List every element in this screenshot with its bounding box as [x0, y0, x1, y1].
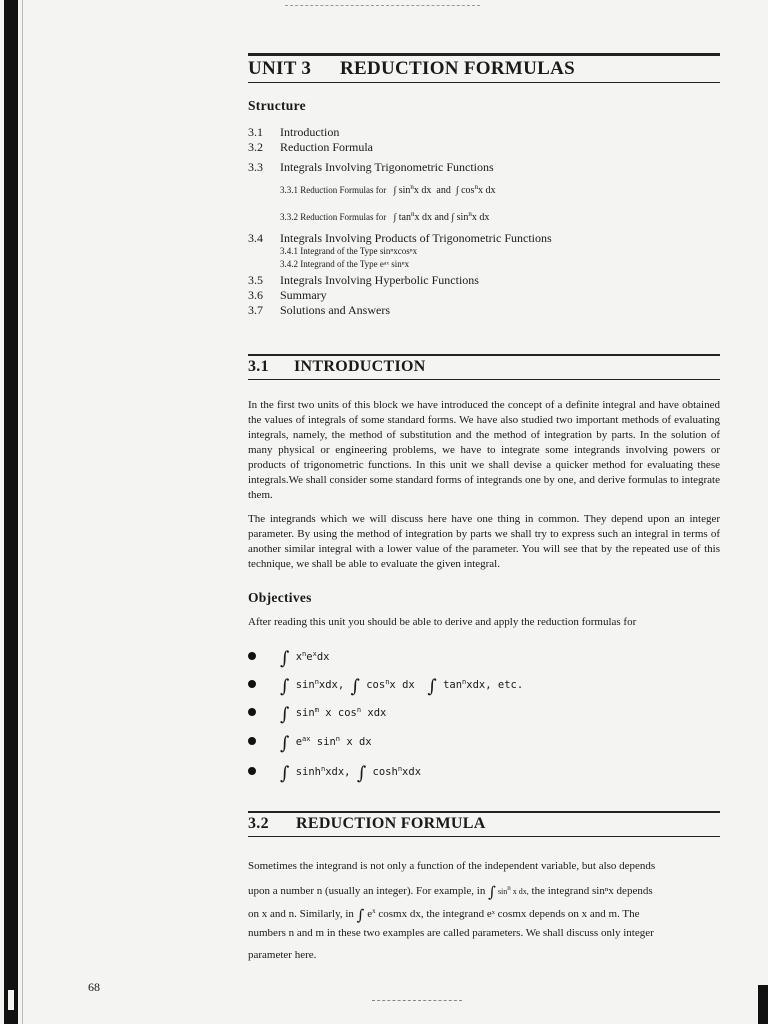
objective-formula: ∫ $\sinh^nxdx$, ∫ $\cosh^nxdx$: [280, 763, 422, 784]
objective-formula: ∫ $e^{ax}$ $\sin^n x$ dx: [280, 733, 372, 754]
scan-edge-gap: [8, 990, 14, 1010]
subitem-formula: ∫ $\sin^nx$ dx and ∫ $\cos^nx$ dx: [388, 183, 496, 196]
objectives-intro: After reading this unit you should be able to derive and apply the reduction formulas for: [248, 616, 637, 628]
section-31-bottom-rule: [248, 379, 720, 380]
objective-formula: ∫ $\sin^nxdx$, ∫ $\cos^nx$ dx ∫ $\tan^nxdx$, etc.: [280, 676, 524, 697]
scan-bottom-dash: [372, 1000, 462, 1001]
section-32-bottom-rule: [248, 836, 720, 837]
structure-heading: Structure: [248, 98, 306, 113]
bullet-icon: [248, 708, 256, 716]
scan-edge-bar: [4, 0, 18, 1024]
unit-label: UNIT 3: [248, 58, 312, 79]
structure-subitem: 3.3.1 Reduction Formulas for ∫ $\sin^nx$ dx and ∫ $\cos^nx$ dx: [280, 183, 496, 196]
bullet-icon: [248, 680, 256, 688]
page-number: 68: [88, 980, 100, 994]
reduction-line-5: parameter here.: [248, 949, 317, 961]
structure-subitem: 3.4.1 Integrand of the Type sinⁿxcosⁿx: [280, 246, 418, 256]
reduction-line-3: on x and n. Similarly, in ∫ $e^x$ cosmx dx, the integrand eˣ cosmx depends on x and m. The: [248, 906, 640, 924]
structure-subitem: 3.3.2 Reduction Formulas for ∫ $\tan^nx$ dx and ∫ $\sin^nx$ dx: [280, 210, 490, 223]
unit-bottom-rule: [248, 82, 720, 83]
bullet-icon: [248, 767, 256, 775]
scan-corner-mark: [758, 985, 768, 1024]
section-31-number: 3.1: [248, 358, 269, 375]
scan-top-dash: [285, 5, 480, 6]
reduction-line-4: numbers n and m in these two examples are called parameters. We shall discuss only integer: [248, 927, 654, 939]
bullet-icon: [248, 737, 256, 745]
structure-subitem: 3.4.2 Integrand of the Type eᵃˣ sinⁿx: [280, 259, 410, 269]
inline-formula: $e^x$: [364, 907, 376, 920]
unit-top-rule: [248, 53, 720, 56]
reduction-line-2: upon a number n (usually an integer). For example, in ∫ $\sin^n x$ dx, the integrand sinⁿx depends: [248, 883, 653, 901]
objectives-heading: Objectives: [248, 590, 312, 605]
section-32-number: 3.2: [248, 815, 269, 832]
integral-symbol: ∫: [488, 883, 496, 901]
objective-formula: ∫ $x^ne^xdx$: [280, 648, 330, 669]
bullet-icon: [248, 652, 256, 660]
section-32-title: REDUCTION FORMULA: [296, 815, 486, 832]
intro-paragraph-1: In the first two units of this block we have introduced the concept of a definite integral and have obtained the values of integrals of some standard forms. We have also studied two important methods of evaluating integrals, namely, the method of substitution and the method of integration by parts. In the solution of many physical or engineering problems, we have to integrate some integrands involving powers or products of trigonometric functions. In this unit we shall devise a quicker method for evaluating these integrals.We shall consider some standard forms of integrands one by one, and derive formulas to integrate them.: [248, 399, 720, 501]
scan-edge-line: [22, 0, 23, 1024]
intro-paragraph-2: The integrands which we will discuss here have one thing in common. They depend upon an integer parameter. By using the method of integration by parts we shall try to express such an integral in terms of another similar integral with a lower value of the parameter. You will see that by the repeated use of this technique, we shall be able to evaluate the given integral.: [248, 513, 720, 570]
inline-formula: $\sin^n x$ dx,: [495, 884, 529, 896]
reduction-line-1: Sometimes the integrand is not only a function of the independent variable, but also depends: [248, 860, 656, 872]
unit-title: REDUCTION FORMULAS: [340, 58, 575, 79]
section-32-top-rule: [248, 811, 720, 813]
section-31-title: INTRODUCTION: [294, 358, 426, 375]
section-31-top-rule: [248, 354, 720, 356]
subitem-formula: ∫ $\tan^nx$ dx and ∫ $\sin^nx$ dx: [388, 210, 490, 223]
objective-formula: ∫ $\sin^m x$ $\cos^n$ xdx: [280, 704, 387, 725]
integral-symbol: ∫: [356, 906, 365, 924]
